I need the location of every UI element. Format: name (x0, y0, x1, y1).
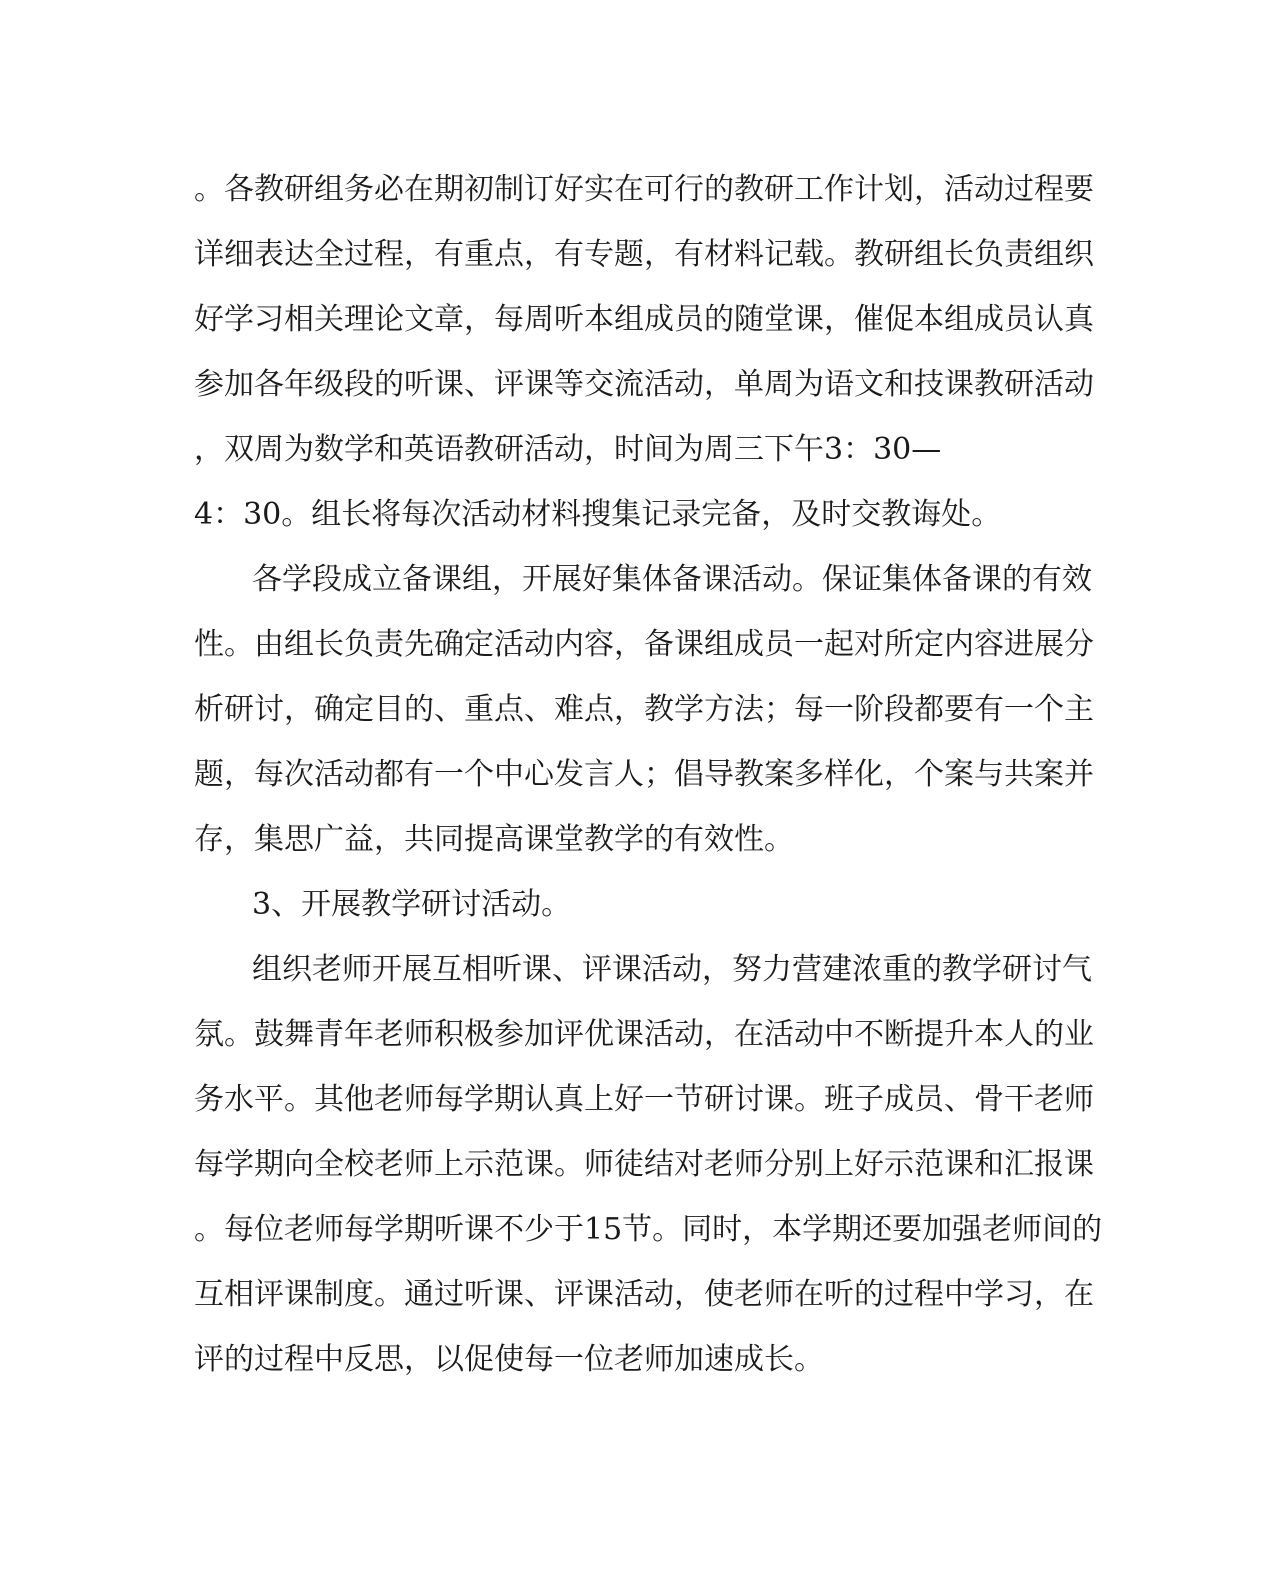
text-line: 组织老师开展互相听课、评课活动，努力营建浓重的教学研讨气 (252, 952, 1092, 987)
text-line: 评的过程中反思，以促使每一位老师加速成长。 (194, 1342, 824, 1377)
text-line: 参加各年级段的听课、评课等交流活动，单周为语文和技课教研活动 (194, 367, 1094, 402)
text-line: 氛。鼓舞青年老师积极参加评优课活动，在活动中不断提升本人的业 (194, 1017, 1094, 1052)
text-line: 。各教研组务必在期初制订好实在可行的教研工作计划，活动过程要 (194, 172, 1094, 207)
document-body (194, 157, 1103, 1392)
text-line: 各学段成立备课组，开展好集体备课活动。保证集体备课的有效 (252, 562, 1092, 597)
text-line: 好学习相关理论文章，每周听本组成员的随堂课，催促本组成员认真 (194, 302, 1094, 337)
text-line: 每学期向全校老师上示范课。师徒结对老师分别上好示范课和汇报课 (194, 1147, 1094, 1182)
section-heading: 3、开展教学研讨活动。 (252, 887, 572, 922)
text-line: 4：30。组长将每次活动材料搜集记录完备，及时交教诲处。 (194, 497, 1002, 532)
text-line: 题，每次活动都有一个中心发言人；倡导教案多样化，个案与共案并 (194, 757, 1094, 792)
text-line: ，双周为数学和英语教研活动，时间为周三下午3：30— (194, 432, 942, 467)
text-line: 务水平。其他老师每学期认真上好一节研讨课。班子成员、骨干老师 (194, 1082, 1094, 1117)
text-line: 互相评课制度。通过听课、评课活动，使老师在听的过程中学习，在 (194, 1277, 1094, 1312)
text-line: 性。由组长负责先确定活动内容，备课组成员一起对所定内容进展分 (194, 627, 1094, 662)
text-line: 。每位老师每学期听课不少于15节。同时，本学期还要加强老师间的 (194, 1212, 1103, 1247)
text-line: 详细表达全过程，有重点，有专题，有材料记载。教研组长负责组织 (194, 237, 1094, 272)
text-line: 析研讨，确定目的、重点、难点，教学方法；每一阶段都要有一个主 (194, 692, 1094, 727)
text-line: 存，集思广益，共同提高课堂教学的有效性。 (194, 822, 794, 857)
